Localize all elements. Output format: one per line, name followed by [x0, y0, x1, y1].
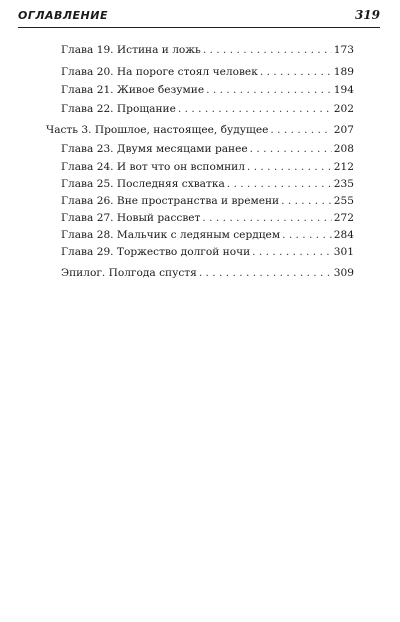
dot-leader	[206, 83, 332, 97]
dot-leader	[203, 43, 332, 57]
dot-leader	[227, 177, 332, 191]
toc-entry-label: Глава 19. Истина и ложь	[61, 44, 201, 56]
toc-part-entry[interactable]	[46, 123, 354, 137]
toc-entry-page: 309	[333, 267, 354, 279]
toc-entry[interactable]	[61, 102, 354, 116]
toc-entry[interactable]	[61, 160, 354, 174]
toc-entry-label: Глава 23. Двумя месяцами ранее	[61, 143, 248, 155]
page-number: 319	[354, 8, 380, 22]
page-header	[18, 9, 380, 28]
toc-entry-label: Глава 28. Мальчик с ледяным сердцем	[61, 229, 281, 241]
toc-entry-page: 272	[333, 212, 354, 224]
toc-entry-page: 202	[333, 103, 354, 115]
toc-entry-page: 208	[333, 143, 354, 155]
dot-leader	[199, 266, 332, 280]
toc-entry[interactable]	[61, 266, 354, 280]
toc-entry-label: Глава 24. И вот что он вспомнил	[61, 161, 245, 173]
dot-leader	[178, 102, 332, 116]
toc-entry[interactable]	[61, 83, 354, 97]
dot-leader	[270, 123, 331, 137]
toc-entry[interactable]	[61, 177, 354, 191]
toc-entry-page: 173	[333, 44, 354, 56]
dot-leader	[260, 65, 332, 79]
toc-entry-page: 301	[333, 246, 354, 258]
toc-entry-label: Глава 26. Вне пространства и времени	[61, 195, 280, 207]
toc-entry-page: 255	[333, 195, 354, 207]
toc-entry[interactable]	[61, 211, 354, 225]
toc-entry-page: 284	[333, 229, 354, 241]
toc-entry[interactable]	[61, 194, 354, 208]
toc-entry-page: 207	[333, 124, 354, 136]
dot-leader	[247, 160, 332, 174]
toc-entry-label: Глава 27. Новый рассвет	[61, 212, 201, 224]
toc-entry-page: 189	[333, 66, 354, 78]
toc-entry-label: Эпилог. Полгода спустя	[61, 267, 197, 279]
toc-entry-page: 235	[333, 178, 354, 190]
toc-entry[interactable]	[61, 245, 354, 259]
toc-entry-page: 212	[333, 161, 354, 173]
toc-entry-label: Глава 22. Прощание	[61, 103, 176, 115]
toc-entry-label: Глава 20. На пороге стоял человек	[61, 66, 258, 78]
toc-entry[interactable]	[61, 142, 354, 156]
toc-entry[interactable]	[61, 65, 354, 79]
dot-leader	[252, 245, 332, 259]
toc-entry-label: Глава 21. Живое безумие	[61, 84, 205, 96]
toc-entry[interactable]	[61, 43, 354, 57]
running-head-title: ОГЛАВЛЕНИЕ	[18, 9, 108, 22]
dot-leader	[281, 194, 332, 208]
dot-leader	[202, 211, 331, 225]
toc-entry[interactable]	[61, 228, 354, 242]
dot-leader	[250, 142, 332, 156]
toc-entry-page: 194	[333, 84, 354, 96]
toc-entry-label: Глава 25. Последняя схватка	[61, 178, 225, 190]
toc-entry-label: Глава 29. Торжество долгой ночи	[61, 246, 251, 258]
toc-part-label: Часть 3. Прошлое, настоящее, будущее	[46, 124, 269, 136]
dot-leader	[282, 228, 332, 242]
